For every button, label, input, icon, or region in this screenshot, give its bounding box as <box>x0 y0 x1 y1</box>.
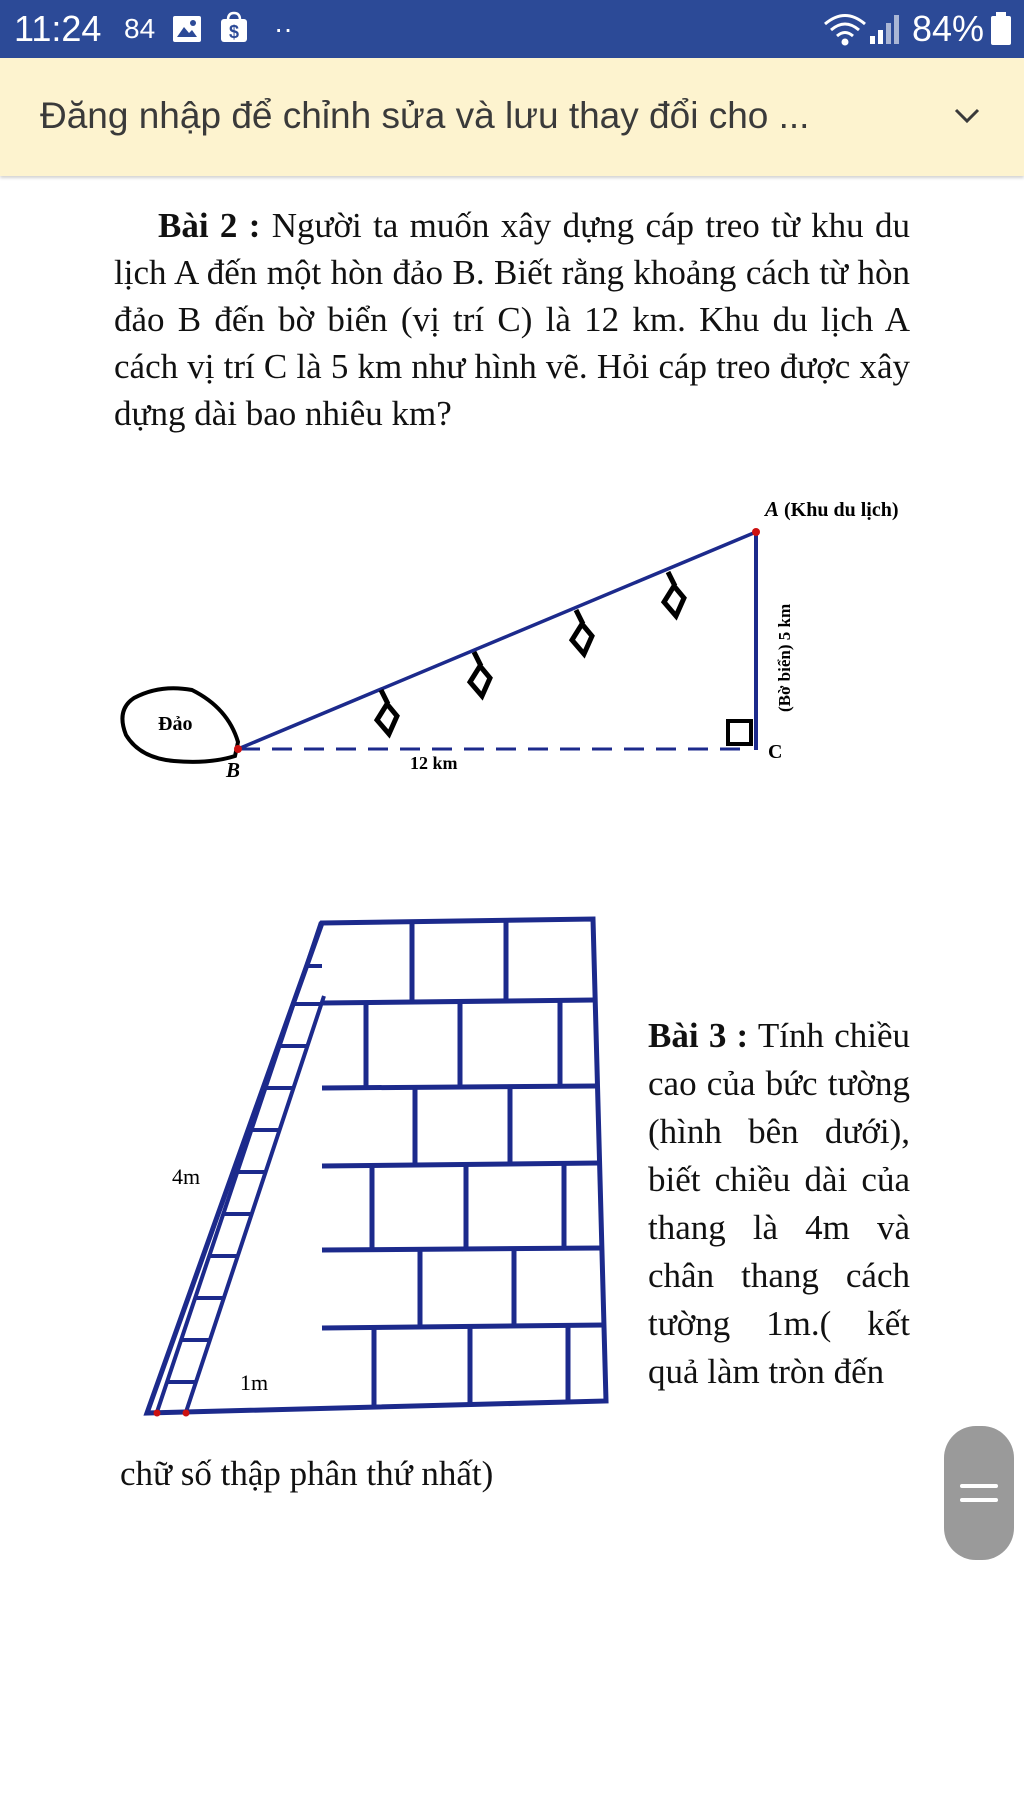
bai3-text: Tính chiều cao của bức tường (hình bên dưới), biết chiều dài của thang là 4m và chân thang cách tường 1m.( kết quả làm tròn đến <box>648 1016 910 1391</box>
point-a <box>752 528 760 536</box>
shopping-bag-icon <box>219 11 249 43</box>
notification-count: 84 <box>124 13 156 44</box>
status-bar <box>0 0 1024 58</box>
label-c: C <box>768 741 783 763</box>
scroll-handle[interactable] <box>944 1426 1014 1560</box>
label-1m: 1m <box>240 1370 269 1395</box>
point-b <box>234 745 242 753</box>
sign-in-banner[interactable] <box>0 58 1024 176</box>
cable-car-figure <box>100 480 920 800</box>
bai3-text-tail: chữ số thập phân thứ nhất) <box>120 1454 494 1493</box>
banner-text: Đăng nhập để chỉnh sửa và lưu thay đổi cho ... <box>40 95 810 136</box>
grip-line <box>960 1498 998 1502</box>
ladder-foot-point <box>183 1410 190 1417</box>
battery-percent: 84% <box>911 8 984 49</box>
label-a-note: (Khu du lịch) <box>784 499 899 521</box>
more-notifications-icon: ·· <box>274 13 293 44</box>
label-a: A <box>765 497 780 521</box>
bai2-text: Người ta muốn xây dựng cáp treo từ khu du lịch A đến một hòn đảo B. Biết rằng khoảng cách từ hòn đảo B đến bờ biển (vị trí C) là 12 km. Khu du lịch A cách vị trí C là 5 km như hình vẽ. Hỏi cáp treo được xây dựng dài bao nhiêu km? <box>114 206 910 433</box>
brick-row-line <box>322 1163 599 1166</box>
label-4m: 4m <box>172 1164 201 1189</box>
bai3-paragraph <box>648 1012 910 1396</box>
bai2-heading: Bài 2 : <box>158 206 261 245</box>
label-ac: (Bờ biển) 5 km <box>775 603 794 712</box>
signal-icon <box>868 12 902 46</box>
gondola <box>572 610 592 654</box>
bai2-paragraph <box>114 202 910 437</box>
ladder-wall-figure <box>140 908 620 1428</box>
gondola <box>470 652 490 696</box>
gondolas <box>377 572 684 734</box>
gondola <box>377 690 397 734</box>
label-12km: 12 km <box>410 753 458 773</box>
ladder-rail <box>186 996 324 1412</box>
ladder-foot-point <box>154 1410 161 1417</box>
grip-line <box>960 1484 998 1488</box>
gallery-icon <box>172 15 202 43</box>
gondola <box>664 572 684 616</box>
brick-row-line <box>322 1325 604 1328</box>
battery-icon <box>990 12 1012 46</box>
chevron-down-icon[interactable] <box>954 108 980 124</box>
brick-row-line <box>322 1248 601 1250</box>
island-label: Đảo <box>158 713 193 735</box>
status-time: 11:24 <box>14 8 102 49</box>
bai3-heading: Bài 3 : <box>648 1016 749 1055</box>
cable-ab <box>238 532 756 749</box>
wifi-icon <box>822 12 868 48</box>
label-b: B <box>226 758 241 782</box>
right-angle-mark <box>728 721 751 744</box>
svg-text:$: $ <box>228 22 240 42</box>
